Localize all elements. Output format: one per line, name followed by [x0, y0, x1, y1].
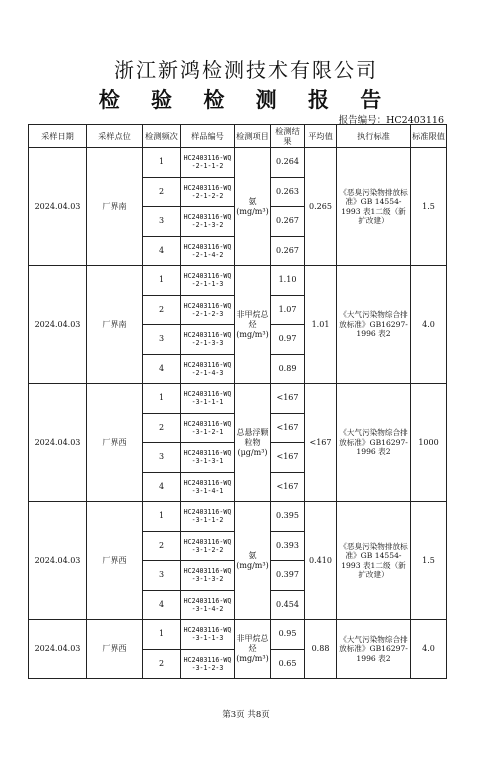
sample-id-cell: HC2403116-WQ-2-1-1-3	[181, 266, 235, 296]
sample-id-cell: HC2403116-WQ-3-1-2-2	[181, 531, 235, 561]
result-cell: 0.454	[271, 590, 305, 620]
results-table	[28, 124, 447, 679]
sampling-point-cell: 厂界南	[87, 148, 143, 266]
result-cell: 0.393	[271, 531, 305, 561]
frequency-cell: 4	[143, 236, 181, 266]
frequency-cell: 2	[143, 413, 181, 443]
sampling-point-cell: 厂界西	[87, 502, 143, 620]
sample-id-cell: HC2403116-WQ-2-1-1-2	[181, 148, 235, 178]
frequency-cell: 1	[143, 266, 181, 296]
header-date: 采样日期	[29, 125, 87, 148]
result-cell: 1.10	[271, 266, 305, 296]
sample-id-cell: HC2403116-WQ-3-1-2-1	[181, 413, 235, 443]
standard-cell: 《大气污染物综合排放标准》GB16297-1996 表2	[337, 384, 411, 502]
test-item-cell: 总悬浮颗粒物 (μg/m³)	[235, 384, 271, 502]
header-frequency: 检测频次	[143, 125, 181, 148]
test-item-cell: 氨 (mg/m³)	[235, 502, 271, 620]
sample-id-cell: HC2403116-WQ-3-1-4-2	[181, 590, 235, 620]
frequency-cell: 4	[143, 590, 181, 620]
frequency-cell: 2	[143, 531, 181, 561]
frequency-cell: 3	[143, 561, 181, 591]
average-cell: 0.265	[305, 148, 337, 266]
limit-cell: 4.0	[411, 266, 447, 384]
average-cell: <167	[305, 384, 337, 502]
sample-id-cell: HC2403116-WQ-3-1-3-2	[181, 561, 235, 591]
sampling-date-cell: 2024.04.03	[29, 384, 87, 502]
frequency-cell: 2	[143, 177, 181, 207]
sample-id-cell: HC2403116-WQ-2-1-3-3	[181, 325, 235, 355]
result-cell: 0.267	[271, 236, 305, 266]
page-number: 第3页 共8页	[222, 710, 270, 720]
standard-cell: 《大气污染物综合排放标准》GB16297-1996 表2	[337, 266, 411, 384]
sample-id-cell: HC2403116-WQ-3-1-1-3	[181, 620, 235, 650]
header-limit: 标准限值	[411, 125, 447, 148]
sampling-date-cell: 2024.04.03	[29, 148, 87, 266]
standard-cell: 《大气污染物综合排放标准》GB16297-1996 表2	[337, 620, 411, 679]
result-cell: <167	[271, 472, 305, 502]
result-cell: <167	[271, 443, 305, 473]
frequency-cell: 1	[143, 148, 181, 178]
table-row	[29, 266, 447, 296]
standard-cell: 《恶臭污染物排放标准》GB 14554-1993 表1二级（新扩改建）	[337, 502, 411, 620]
header-item: 检测项目	[235, 125, 271, 148]
table-row	[29, 502, 447, 532]
sample-id-cell: HC2403116-WQ-2-1-2-2	[181, 177, 235, 207]
frequency-cell: 3	[143, 325, 181, 355]
result-cell: 1.07	[271, 295, 305, 325]
report-title: 检 验 检 测 报 告	[98, 87, 394, 112]
average-cell: 0.410	[305, 502, 337, 620]
result-cell: 0.395	[271, 502, 305, 532]
limit-cell: 1000	[411, 384, 447, 502]
header-sample-id: 样品编号	[181, 125, 235, 148]
sample-id-cell: HC2403116-WQ-2-1-4-2	[181, 236, 235, 266]
company-name: 浙江新鸿检测技术有限公司	[114, 58, 378, 82]
test-item-cell: 非甲烷总烃 (mg/m³)	[235, 620, 271, 679]
sampling-point-cell: 厂界西	[87, 620, 143, 679]
sample-id-cell: HC2403116-WQ-3-1-1-1	[181, 384, 235, 414]
limit-cell: 4.0	[411, 620, 447, 679]
frequency-cell: 3	[143, 443, 181, 473]
table-body	[29, 148, 447, 679]
header-standard: 执行标准	[337, 125, 411, 148]
frequency-cell: 4	[143, 354, 181, 384]
frequency-cell: 1	[143, 620, 181, 650]
frequency-cell: 4	[143, 472, 181, 502]
result-cell: <167	[271, 384, 305, 414]
average-cell: 0.88	[305, 620, 337, 679]
result-cell: 0.264	[271, 148, 305, 178]
frequency-cell: 1	[143, 502, 181, 532]
table-header-row	[29, 125, 447, 148]
sample-id-cell: HC2403116-WQ-3-1-1-2	[181, 502, 235, 532]
frequency-cell: 2	[143, 295, 181, 325]
sample-id-cell: HC2403116-WQ-2-1-4-3	[181, 354, 235, 384]
test-item-cell: 氨 (mg/m³)	[235, 148, 271, 266]
sample-id-cell: HC2403116-WQ-3-1-3-1	[181, 443, 235, 473]
frequency-cell: 2	[143, 649, 181, 679]
result-cell: 0.97	[271, 325, 305, 355]
limit-cell: 1.5	[411, 148, 447, 266]
sample-id-cell: HC2403116-WQ-2-1-3-2	[181, 207, 235, 237]
sampling-point-cell: 厂界南	[87, 266, 143, 384]
header-result: 检测结果	[271, 125, 305, 148]
frequency-cell: 1	[143, 384, 181, 414]
result-cell: <167	[271, 413, 305, 443]
sampling-date-cell: 2024.04.03	[29, 620, 87, 679]
test-item-cell: 非甲烷总烃 (mg/m³)	[235, 266, 271, 384]
table-row	[29, 384, 447, 414]
sampling-point-cell: 厂界西	[87, 384, 143, 502]
sample-id-cell: HC2403116-WQ-3-1-2-3	[181, 649, 235, 679]
sampling-date-cell: 2024.04.03	[29, 502, 87, 620]
report-number: 报告编号：HC2403116	[338, 115, 444, 126]
table-row	[29, 148, 447, 178]
result-cell: 0.89	[271, 354, 305, 384]
result-cell: 0.65	[271, 649, 305, 679]
sampling-date-cell: 2024.04.03	[29, 266, 87, 384]
header-point: 采样点位	[87, 125, 143, 148]
standard-cell: 《恶臭污染物排放标准》GB 14554-1993 表1二级（新扩改建）	[337, 148, 411, 266]
result-cell: 0.95	[271, 620, 305, 650]
average-cell: 1.01	[305, 266, 337, 384]
result-cell: 0.397	[271, 561, 305, 591]
sample-id-cell: HC2403116-WQ-3-1-4-1	[181, 472, 235, 502]
result-cell: 0.263	[271, 177, 305, 207]
header-average: 平均值	[305, 125, 337, 148]
result-cell: 0.267	[271, 207, 305, 237]
table-row	[29, 620, 447, 650]
limit-cell: 1.5	[411, 502, 447, 620]
sample-id-cell: HC2403116-WQ-2-1-2-3	[181, 295, 235, 325]
frequency-cell: 3	[143, 207, 181, 237]
